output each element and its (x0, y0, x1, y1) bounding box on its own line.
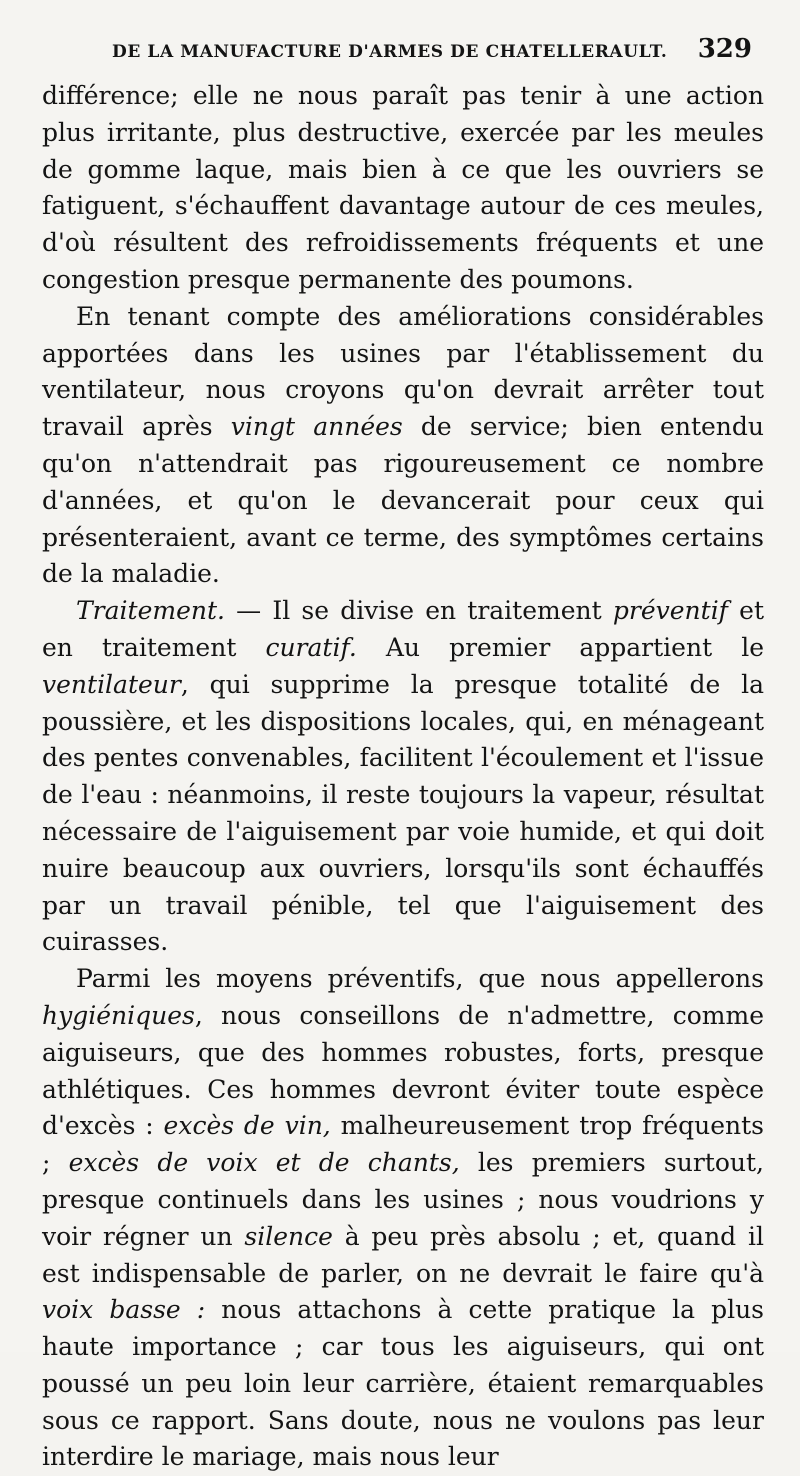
paragraph-3-italic-curatif: curatif. (265, 632, 357, 662)
paragraph-3-italic-preventif: préventif (612, 596, 728, 626)
paragraph-3-text-b: et en traitement (42, 596, 764, 662)
paragraph-2 (42, 299, 764, 593)
paragraph-1 (42, 78, 764, 299)
paragraph-4-text-b: , nous conseillons de n'admettre, comme aiguiseurs, que des hommes robustes, forts, presque athlétiques. Ces hommes devront éviter toute espèce d'excès : (42, 1000, 764, 1141)
page-number: 329 (697, 34, 752, 64)
paragraph-3-italic-ventilateur: ventilateur (42, 669, 181, 699)
paragraph-3-heading-traitement: Traitement. (76, 596, 225, 626)
paragraph-4-text-e: à peu près absolu ; et, quand il est indispensable de parler, on ne devrait le faire qu'à (42, 1221, 764, 1288)
paragraph-4-italic-exces-de-vin: excès de vin, (163, 1111, 331, 1141)
paragraph-4-italic-silence: silence (244, 1221, 333, 1251)
paragraph-3-text-c: Au premier appartient le (356, 632, 764, 662)
running-title: DE LA MANUFACTURE D'ARMES DE CHATELLERAULT. (112, 42, 668, 62)
paragraph-3-text-d: , qui supprime la presque totalité de la poussière, et les dispositions locales, qui, en ménageant des pentes convenables, facilitent l'écoulement et l'issue de l'eau : néanmoins, il reste toujours la vapeur, résultat nécessaire de l'aiguisement par voie humide, et qui doit nuire beaucoup aux ouvriers, lorsqu'ils sont échauffés par un travail pénible, tel que l'aiguisement des cuirasses. (42, 669, 764, 957)
paragraph-2-text-a: En tenant compte des améliorations considérables apportées dans les usines par l'établissement du ventilateur, nous croyons qu'on devrait arrêter tout travail après (42, 301, 764, 442)
paragraph-2-text-b: de service; bien entendu qu'on n'attendrait pas rigoureusement ce nombre d'années, et qu'on le devancerait pour ceux qui présenteraient, avant ce terme, des symptômes certains de la maladie. (42, 412, 764, 589)
paragraph-4-italic-hygieniques: hygiéniques (42, 1000, 195, 1030)
paragraph-1-text: différence; elle ne nous paraît pas tenir à une action plus irritante, plus destructive, exercée par les meules de gomme laque, mais bien à ce que les ouvriers se fatiguent, s'échauffent davantage autour de ces meules, d'où résultent des refroidissements fréquents et une congestion presque permanente des poumons. (42, 81, 764, 294)
paragraph-4-text-a: Parmi les moyens préventifs, que nous appellerons (76, 964, 764, 994)
paragraph-4-italic-voix-basse: voix basse : (42, 1295, 206, 1325)
paragraph-2-italic-vingt-annees: vingt années (230, 412, 403, 442)
paragraph-4-text-d: les premiers surtout, presque continuels dans les usines ; nous voudrions y voir régner un (42, 1148, 764, 1251)
paragraph-3-text-a: — Il se divise en traitement (224, 596, 613, 626)
paragraph-4-text-f: nous attachons à cette pratique la plus haute importance ; car tous les aiguiseurs, qui ont poussé un peu loin leur carrière, étaient remarquables sous ce rapport. Sans doute, nous ne voulons pas leur interdire le mariage, mais nous leur (42, 1295, 764, 1472)
running-header (112, 34, 752, 66)
paragraph-3 (42, 593, 764, 961)
paragraph-4-text-c: malheureusement trop fréquents ; (42, 1111, 764, 1178)
paragraph-4-italic-exces-de-voix: excès de voix et de chants, (68, 1148, 460, 1178)
paragraph-4 (42, 961, 764, 1476)
text-body (42, 78, 764, 1476)
